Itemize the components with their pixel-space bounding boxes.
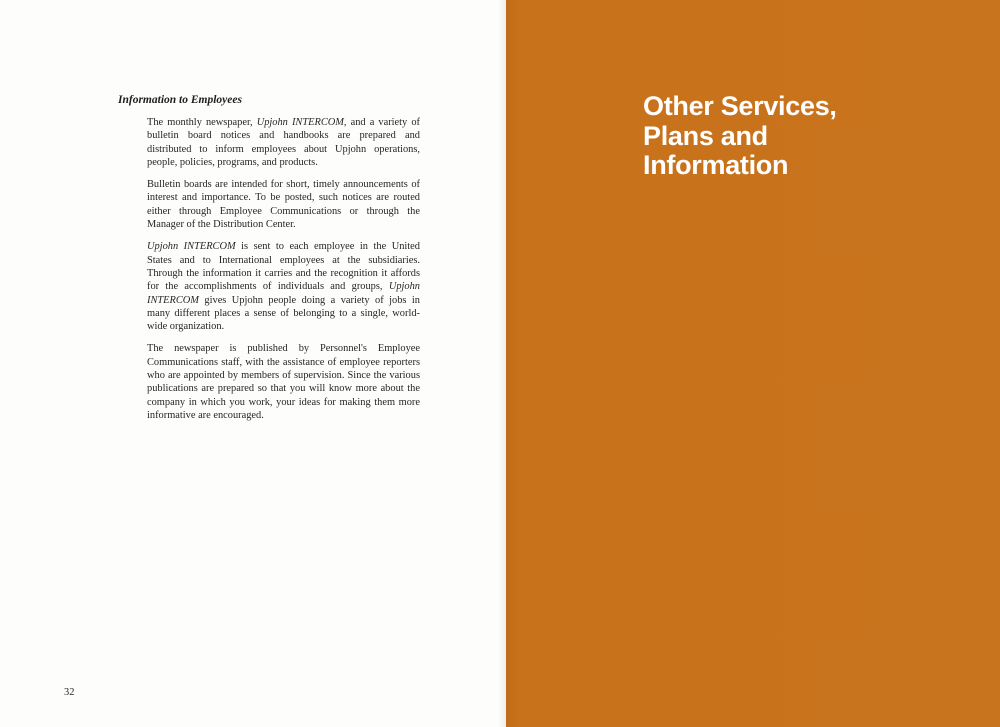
- body-paragraph: [147, 240, 420, 333]
- chapter-title: [643, 92, 963, 181]
- section-heading: Information to Employees: [118, 94, 242, 106]
- body-paragraph: [147, 342, 420, 422]
- page-number: 32: [64, 687, 75, 698]
- paragraph-text: The newspaper is published by Personnel's Employee Communications staff, with the assistance of employee reporters who are appointed by members of supervision. Since the various publications are prepared so that you will know more about the company in which you work, your ideas for making them more informative are encouraged.: [147, 343, 420, 421]
- paragraph-text: is sent to each employee in the United States and to International employees at the subsidiaries. Through the information it carries and the recognition it affords for the accomplishments of individuals and groups,: [147, 241, 420, 293]
- publication-name: Upjohn INTERCOM: [147, 281, 420, 306]
- paragraph-text: The monthly newspaper,: [147, 117, 257, 128]
- paragraph-text: , and a variety of bulletin board notices and handbooks are prepared and distributed to inform employees about Upjohn operations, people, policies, programs, and products.: [147, 117, 420, 168]
- body-paragraph: [147, 178, 420, 231]
- chapter-title-line: Other Services,: [643, 91, 837, 121]
- publication-name: Upjohn INTERCOM: [256, 117, 344, 128]
- chapter-title-line: Information: [643, 150, 789, 180]
- body-paragraph: [147, 116, 420, 169]
- chapter-title-line: Plans and: [643, 120, 768, 151]
- paragraph-text: gives Upjohn people doing a variety of jobs in many different places a sense of belonging to a single, world-wide organization.: [147, 294, 420, 333]
- publication-name: Upjohn INTERCOM: [147, 241, 236, 253]
- body-text: [147, 116, 420, 431]
- paragraph-text: Bulletin boards are intended for short, timely announcements of interest and importance. To be posted, such notices are routed either through Employee Communications or through the Manager of the Distribution Center.: [147, 179, 420, 231]
